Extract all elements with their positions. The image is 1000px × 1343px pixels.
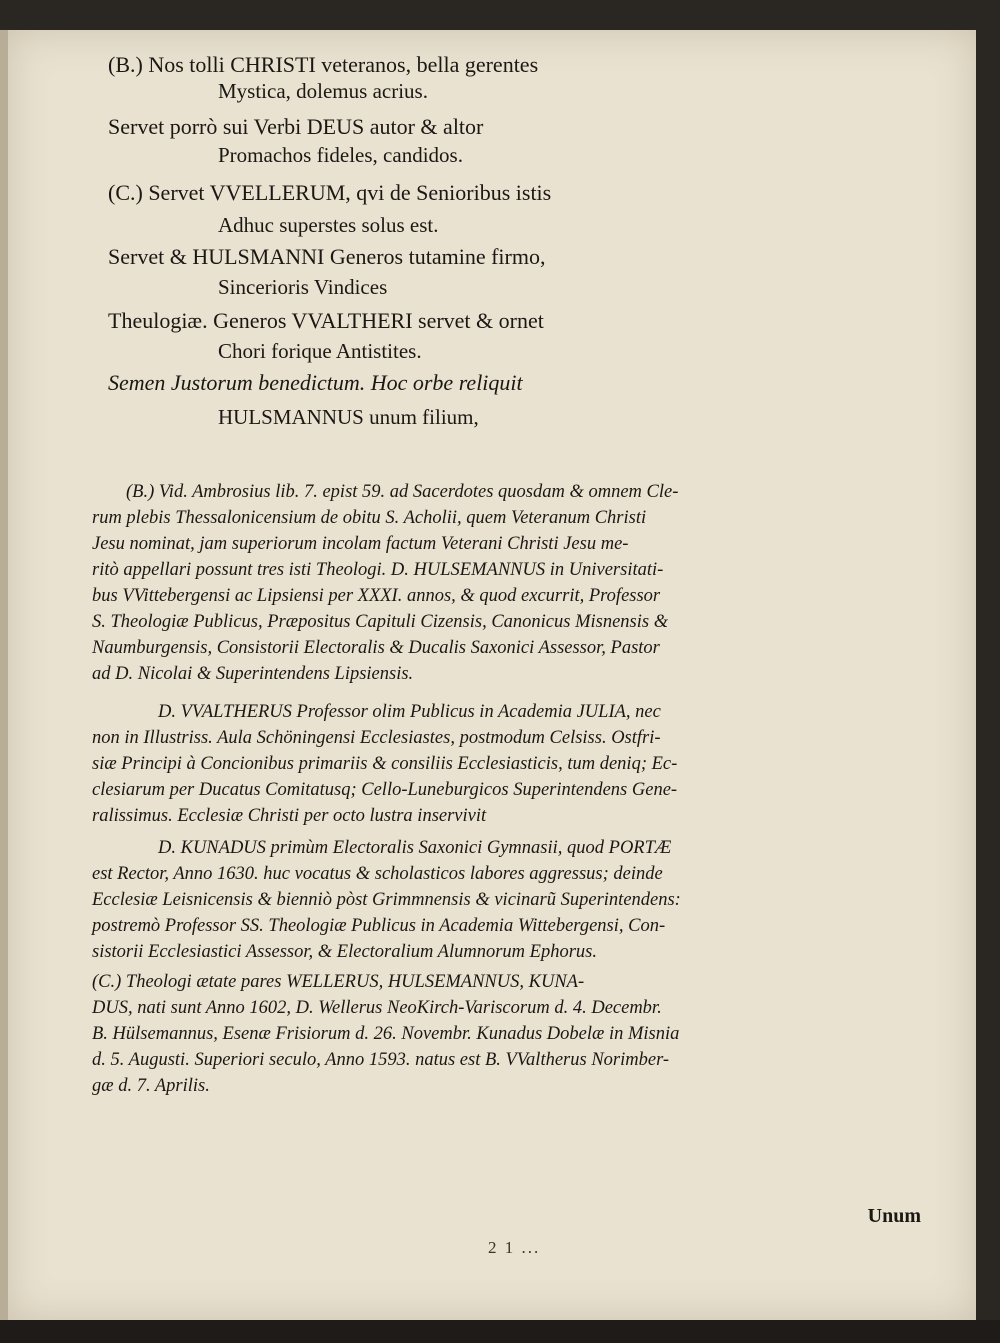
footnote-line: S. Theologiæ Publicus, Præpositus Capituli Cizensis, Canonicus Misnensis & xyxy=(92,612,669,632)
footnote-line: clesiarum per Ducatus Comitatusq; Cello-Luneburgicos Superintendens Gene- xyxy=(92,780,678,800)
verse-line: Servet porrò sui Verbi DEUS autor & altor xyxy=(108,114,484,139)
footnote-line: ralissimus. Ecclesiæ Christi per octo lustra inservivit xyxy=(92,806,487,826)
footnote-line: d. 5. Augusti. Superiori seculo, Anno 1593. natus est B. VValtherus Norimber- xyxy=(92,1050,670,1070)
footnote-line: ritò appellari possunt tres isti Theologi. D. HULSEMANNUS in Universitati- xyxy=(92,560,664,580)
scan-background xyxy=(0,1320,1000,1343)
verse-line: (C.) Servet VVELLERUM, qvi de Senioribus istis xyxy=(108,180,552,205)
footnote-line: bus VVittebergensi ac Lipsiensi per XXXI. annos, & quod excurrit, Professor xyxy=(92,586,661,606)
footnote-line: Ecclesiæ Leisnicensis & bienniò pòst Grimmnensis & vicinarũ Superintendens: xyxy=(92,890,681,910)
footnote-line: (B.) Vid. Ambrosius lib. 7. epist 59. ad Sacerdotes quosdam & omnem Cle- xyxy=(126,482,679,502)
verse-line: Promachos fideles, candidos. xyxy=(218,143,463,167)
footnote-line: D. VVALTHERUS Professor olim Publicus in Academia JULIA, nec xyxy=(158,702,661,722)
footnote-line: (C.) Theologi ætate pares WELLERUS, HULSEMANNUS, KUNA- xyxy=(92,972,585,992)
footnotes-block xyxy=(8,480,976,1220)
footnote-line: sistorii Ecclesiastici Assessor, & Electoralium Alumnorum Ephorus. xyxy=(92,942,597,962)
footnote-line: rum plebis Thessalonicensium de obitu S. Acholii, quem Veteranum Christi xyxy=(92,508,647,528)
verse-line: HULSMANNUS unum filium, xyxy=(218,405,479,429)
document-page xyxy=(8,30,976,1320)
footnote-line: postremò Professor SS. Theologiæ Publicus in Academia Wittebergensi, Con- xyxy=(92,916,666,936)
verse-line: Mystica, dolemus acrius. xyxy=(218,79,428,103)
catchword: Unum xyxy=(867,1205,921,1227)
footnote-line: non in Illustriss. Aula Schöningensi Ecclesiastes, postmodum Celsiss. Ostfri- xyxy=(92,728,661,748)
footnote-line: Jesu nominat, jam superiorum incolam factum Veterani Christi Jesu me- xyxy=(92,534,629,554)
verse-line: Adhuc superstes solus est. xyxy=(218,213,439,237)
footnote-line: Naumburgensis, Consistorii Electoralis & Ducalis Saxonici Assessor, Pastor xyxy=(92,638,660,658)
verse-line: (B.) Nos tolli CHRISTI veteranos, bella gerentes xyxy=(108,52,539,77)
footnote-line: siæ Principi à Concionibus primariis & consiliis Ecclesiasticis, tum deniq; Ec- xyxy=(92,754,678,774)
footnote-line: gæ d. 7. Aprilis. xyxy=(92,1076,210,1096)
verse-line: Sincerioris Vindices xyxy=(218,275,388,299)
verse-line: Chori forique Antistites. xyxy=(218,339,422,363)
signature-mark: 2 1 ... xyxy=(488,1238,541,1257)
verse-block xyxy=(8,30,976,470)
verse-line: Theulogiæ. Generos VVALTHERI servet & ornet xyxy=(108,308,544,333)
footnote-line: DUS, nati sunt Anno 1602, D. Wellerus NeoKirch-Variscorum d. 4. Decembr. xyxy=(92,998,662,1018)
footnote-line: ad D. Nicolai & Superintendens Lipsiensis. xyxy=(92,664,414,684)
verse-line: Semen Justorum benedictum. Hoc orbe reliquit xyxy=(108,370,523,395)
footnote-line: B. Hülsemannus, Esenæ Frisiorum d. 26. Novembr. Kunadus Dobelæ in Misnia xyxy=(92,1024,680,1044)
footnote-line: est Rector, Anno 1630. huc vocatus & scholasticos labores aggressus; deinde xyxy=(92,864,663,884)
verse-line: Servet & HULSMANNI Generos tutamine firmo, xyxy=(108,244,546,269)
footnote-line: D. KUNADUS primùm Electoralis Saxonici Gymnasii, quod PORTÆ xyxy=(158,838,672,858)
